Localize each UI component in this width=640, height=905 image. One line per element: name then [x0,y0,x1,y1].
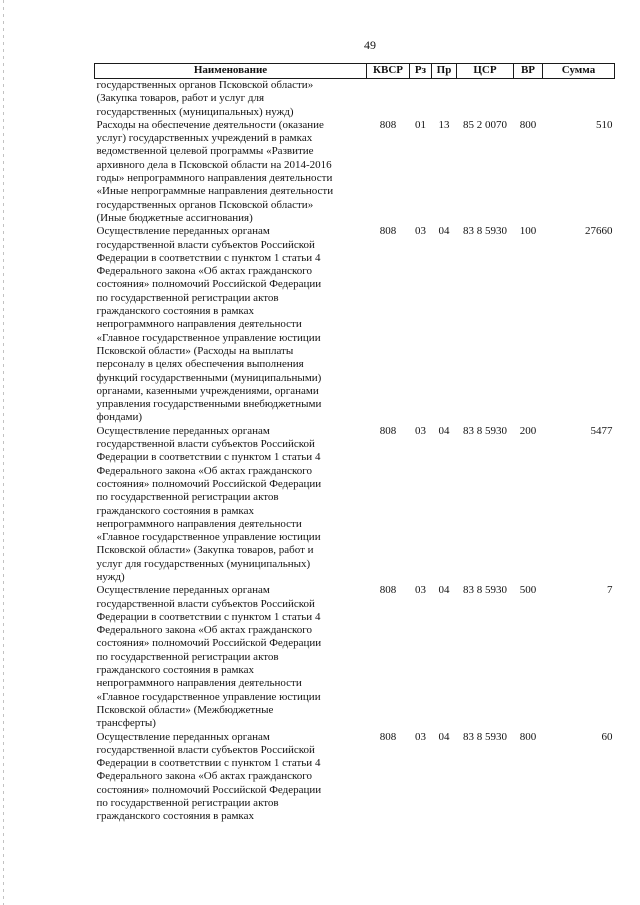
row-sum [543,79,615,119]
table-row [95,79,615,119]
table-row [95,584,615,730]
row-rz: 03 [415,730,426,743]
row-csr: 83 8 5930 [463,424,507,437]
row-rz: 03 [415,584,426,597]
table-row [95,119,615,225]
row-rz: 03 [415,424,426,437]
row-sum: 510 [596,118,613,131]
row-csr: 85 2 0070 [463,118,507,131]
header-pr: Пр [432,64,457,79]
header-csr: ЦСР [457,64,514,79]
row-name: государственных органов Псковской области» (Закупка товаров, работ и услуг для государственных (муниципальных) нужд) [96,79,314,118]
row-pr: 04 [438,730,450,743]
row-csr: 83 8 5930 [463,584,507,597]
row-pr: 04 [438,584,450,597]
row-kvsr: 808 [379,118,397,131]
row-kvsr: 808 [379,424,397,437]
header-name: Наименование [95,64,367,79]
table-row [95,225,615,424]
row-csr: 83 8 5930 [463,730,507,743]
row-pr: 13 [438,118,450,131]
row-rz: 03 [415,225,426,238]
row-csr: 83 8 5930 [463,225,507,238]
row-vr: 800 [519,730,537,743]
row-kvsr: 808 [379,225,397,238]
table-header-row [95,64,615,79]
header-sum: Сумма [543,64,615,79]
row-vr: 200 [519,424,537,437]
row-vr: 100 [519,225,537,238]
header-kvsr: КВСР [367,64,410,79]
row-name: Осуществление переданных органам государственной власти субъектов Российской Федерации в соответствии с пунктом 1 статьи 4 Федерального закона «Об актах гражданского состояния» полномочий Российской Федерации по государственной регистрации актов гражданского состояния в рамках непрограммного направления деятельности «Главное государственное управление юстиции Псковской области» (Закупка товаров, работ и услуг для государственных (муниципальных) нужд) [96,424,322,583]
row-sum: 60 [601,730,613,743]
row-csr [457,79,514,119]
row-pr: 04 [438,424,450,437]
row-vr: 500 [519,584,537,597]
row-pr: 04 [438,225,450,238]
scan-edge [3,0,4,905]
row-kvsr: 808 [379,730,397,743]
row-sum: 5477 [590,424,613,437]
row-sum: 27660 [585,225,613,238]
table-row [95,731,615,824]
row-kvsr [367,79,410,119]
row-vr [514,79,543,119]
row-rz: 01 [415,118,426,131]
row-name: Осуществление переданных органам государственной власти субъектов Российской Федерации в соответствии с пунктом 1 статьи 4 Федерального закона «Об актах гражданского состояния» полномочий Российской Федерации по государственной регистрации актов гражданского состояния в рамках непрограммного направления деятельности «Главное государственное управление юстиции Псковской области» (Расходы на выплаты персоналу в целях обеспечения выполнения функций государственными (муниципальными) органами, казенными учреждениями, органами управления государственными внебюджетными фондами) [96,225,322,424]
row-name: Осуществление переданных органам государственной власти субъектов Российской Федерации в соответствии с пунктом 1 статьи 4 Федерального закона «Об актах гражданского состояния» полномочий Российской Федерации по государственной регистрации актов гражданского состояния в рамках непрограммного направления деятельности «Главное государственное управление юстиции Псковской области» (Межбюджетные трансферты) [96,584,322,730]
table-row [95,425,615,585]
row-kvsr: 808 [379,584,397,597]
row-rz [410,79,432,119]
budget-table [94,63,615,824]
row-name: Расходы на обеспечение деятельности (оказание услуг) государственных учреждений в рамках ведомственной целевой программы «Развитие архивного дела в Псковской области на 2014-2016 годы» непрограммного направления деятельности «Иные непрограммные направления деятельности государственных органов Псковской области» (Иные бюджетные ассигнования) [96,118,334,224]
header-rz: Рз [410,64,432,79]
row-sum: 7 [607,584,613,597]
row-vr: 800 [519,118,537,131]
page-number: 49 [364,38,376,52]
row-pr [432,79,457,119]
row-name: Осуществление переданных органам государственной власти субъектов Российской Федерации в соответствии с пунктом 1 статьи 4 Федерального закона «Об актах гражданского состояния» полномочий Российской Федерации по государственной регистрации актов гражданского состояния в рамках [96,730,322,823]
header-vr: ВР [514,64,543,79]
